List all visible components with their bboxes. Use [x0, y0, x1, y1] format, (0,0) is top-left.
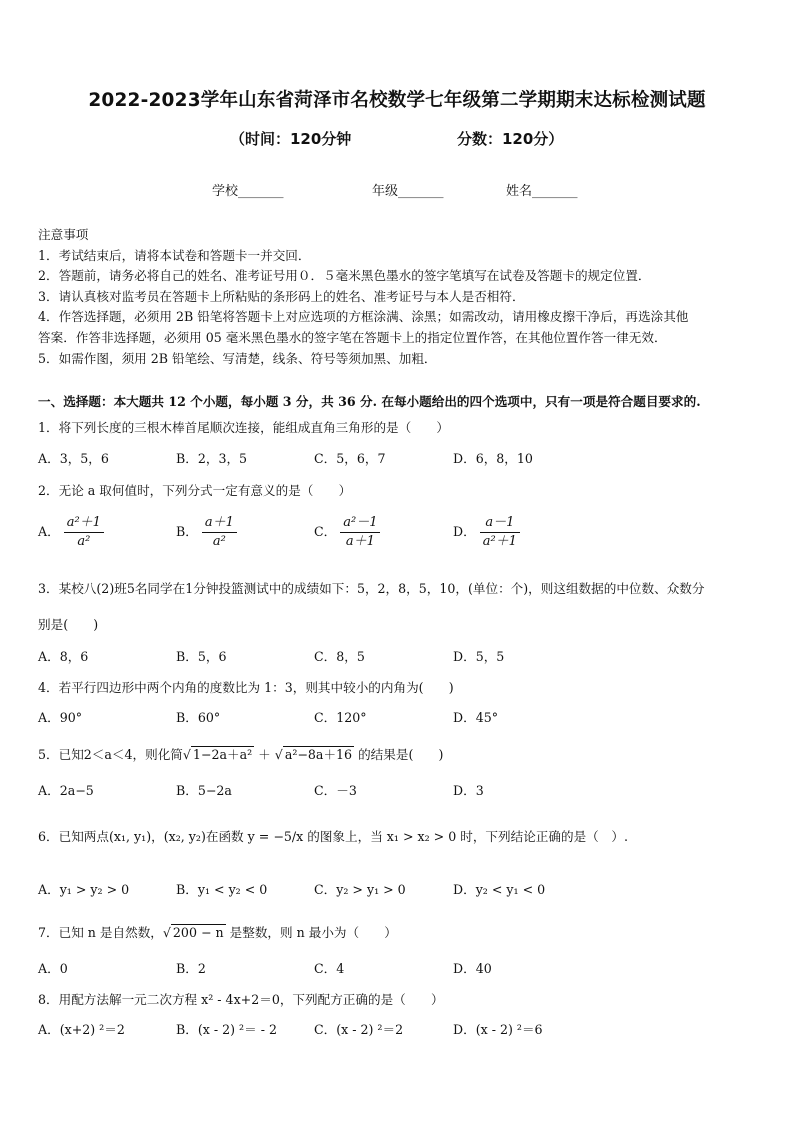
exam-time: （时间：120分钟: [230, 130, 352, 148]
option-b[interactable]: B．y₁ < y₂ < 0: [176, 882, 268, 897]
question-stem: [38, 922, 397, 941]
question-stem: 8．用配方法解一元二次方程 x² - 4x+2＝0，下列配方正确的是（ ）: [38, 992, 444, 1007]
plus-sign: ＋: [254, 747, 275, 762]
stem-text: 5．已知2＜a＜4，则化简: [38, 747, 183, 762]
fraction-numerator: a²－1: [340, 514, 380, 533]
option-a[interactable]: A．90°: [38, 710, 83, 725]
radicand: 200 − n: [172, 925, 224, 940]
option-label: A．: [38, 524, 60, 539]
option-d[interactable]: D．40: [453, 961, 492, 976]
notice-heading: 注意事项: [38, 227, 89, 242]
fraction-denominator: a²: [77, 534, 91, 549]
fraction: [480, 514, 520, 551]
exam-score: 分数：120分）: [457, 130, 564, 148]
option-c[interactable]: C．－3: [314, 783, 357, 798]
page-title: 2022-2023学年山东省菏泽市名校数学七年级第二学期期末达标检测试题: [88, 90, 706, 111]
option-c[interactable]: C．y₂ > y₁ > 0: [314, 882, 406, 897]
radical-sign: √: [274, 747, 283, 762]
radicand: 1−2a＋a²: [192, 747, 253, 762]
section-heading: 一、选择题：本大题共 12 个小题，每小题 3 分，共 36 分. 在每小题给出的四个选项中，只有一项是符合题目要求的.: [38, 394, 701, 409]
stem-text: 是整数，则 n 最小为（ ）: [225, 925, 397, 940]
question-stem: 1．将下列长度的三根木棒首尾顺次连接，能组成直角三角形的是（ ）: [38, 420, 450, 435]
option-d[interactable]: D．6，8，10: [453, 451, 533, 466]
option-a[interactable]: A．0: [38, 961, 68, 976]
fraction: [340, 514, 380, 551]
question-stem: 4．若平行四边形中两个内角的度数比为 1：3，则其中较小的内角为( ): [38, 680, 454, 695]
radical-sign: √: [182, 747, 191, 762]
option-b[interactable]: B．60°: [176, 710, 221, 725]
fraction-denominator: a＋1: [345, 534, 375, 549]
fraction: [64, 514, 104, 551]
notice-item: 1．考试结束后，请将本试卷和答题卡一并交回．: [38, 248, 311, 263]
option-b[interactable]: B．2，3，5: [176, 451, 248, 466]
fraction-denominator: a²: [212, 534, 226, 549]
option-a[interactable]: A．(x+2) ²＝2: [38, 1022, 125, 1037]
option-b[interactable]: B．2: [176, 961, 206, 976]
option-d[interactable]: [453, 514, 520, 551]
option-a[interactable]: A．2a−5: [38, 783, 94, 798]
option-c[interactable]: C．120°: [314, 710, 367, 725]
radicand: a²−8a＋16: [284, 747, 353, 762]
option-c[interactable]: C．4: [314, 961, 345, 976]
notice-item: 4．作答选择题，必须用 2B 铅笔将答题卡上对应选项的方框涂满、涂黑；如需改动，请用橡皮擦干净后，再选涂其他: [38, 309, 689, 324]
question-stem-cont: 别是( ): [38, 617, 99, 632]
option-b[interactable]: [176, 514, 237, 551]
option-c[interactable]: C．5，6，7: [314, 451, 386, 466]
option-a[interactable]: A．y₁ > y₂ > 0: [38, 882, 130, 897]
option-d[interactable]: D．(x - 2) ²＝6: [453, 1022, 543, 1037]
option-label: C．: [314, 524, 337, 539]
question-stem: 6．已知两点(x₁, y₁)，(x₂, y₂)在函数 y = −5/x 的图象上，当 x₁ > x₂ > 0 时，下列结论正确的是（ ）.: [38, 829, 628, 844]
stem-text: 7．已知 n 是自然数，: [38, 925, 163, 940]
option-b[interactable]: B．5，6: [176, 649, 227, 664]
option-c[interactable]: C．(x - 2) ²＝2: [314, 1022, 404, 1037]
option-c[interactable]: [314, 514, 380, 551]
option-a[interactable]: A．3，5，6: [38, 451, 109, 466]
radical-sign: √: [162, 925, 171, 940]
notice-item: 3．请认真核对监考员在答题卡上所粘贴的条形码上的姓名、准考证号与本人是否相符．: [38, 289, 525, 304]
fraction-denominator: a²＋1: [482, 534, 517, 549]
grade-field[interactable]: 年级_______: [372, 184, 444, 199]
fraction: [202, 514, 237, 551]
option-d[interactable]: D．45°: [453, 710, 499, 725]
option-c[interactable]: C．8，5: [314, 649, 365, 664]
notice-item: 答案．作答非选择题，必须用 05 毫米黑色墨水的签字笔在答题卡上的指定位置作答，在其他位置作答一律无效．: [38, 330, 667, 345]
option-d[interactable]: D．3: [453, 783, 484, 798]
fraction-numerator: a＋1: [202, 514, 237, 533]
option-label: D．: [453, 524, 476, 539]
notice-item: 2．答题前，请务必将自己的姓名、准考证号用０．５毫米黑色墨水的签字笔填写在试卷及答题卡的规定位置．: [38, 268, 651, 283]
notice-item: 5．如需作图，须用 2B 铅笔绘、写清楚，线条、符号等须加黑、加粗．: [38, 351, 437, 366]
school-field[interactable]: 学校_______: [212, 184, 284, 199]
option-b[interactable]: B．(x - 2) ²＝ - 2: [176, 1022, 277, 1037]
question-stem: 2．无论 a 取何值时，下列分式一定有意义的是（ ）: [38, 483, 352, 498]
option-a[interactable]: A．8，6: [38, 649, 89, 664]
option-b[interactable]: B．5−2a: [176, 783, 232, 798]
name-field[interactable]: 姓名_______: [506, 184, 578, 199]
question-stem: 3．某校八(2)班5名同学在1分钟投篮测试中的成绩如下：5，2，8，5，10，(单位：个)，则这组数据的中位数、众数分: [38, 581, 705, 596]
fraction-numerator: a²＋1: [64, 514, 104, 533]
option-d[interactable]: D．5，5: [453, 649, 505, 664]
stem-text: 的结果是( ): [354, 747, 444, 762]
question-stem: [38, 744, 443, 763]
option-label: B．: [176, 524, 198, 539]
fraction-numerator: a－1: [480, 514, 520, 533]
option-d[interactable]: D．y₂ < y₁ < 0: [453, 882, 546, 897]
option-a[interactable]: [38, 514, 104, 551]
